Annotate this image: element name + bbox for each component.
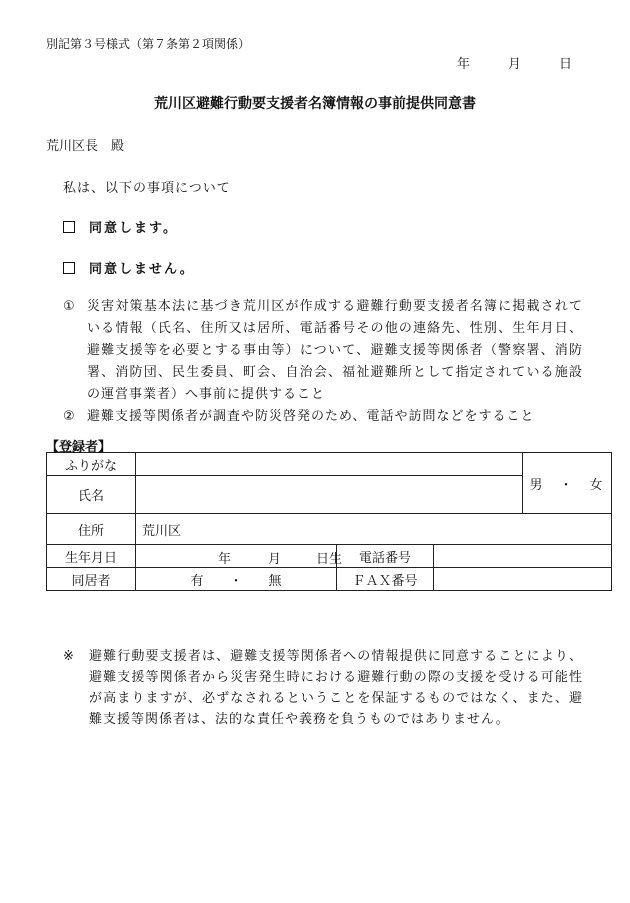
consent-items: [63, 296, 583, 428]
item-text: 避難支援等関係者が調査や防災啓発のため、電話や訪問などをすること: [87, 409, 535, 424]
date-year-label: 年: [457, 57, 471, 72]
registrant-heading: 【登録者】: [46, 440, 112, 455]
furigana-label: ふりがな: [47, 453, 136, 476]
name-field[interactable]: [136, 476, 523, 514]
recipient: 荒川区長 殿: [46, 139, 125, 154]
phone-field[interactable]: [434, 545, 612, 568]
furigana-field[interactable]: [136, 453, 523, 476]
consent-item: [63, 406, 583, 428]
consent-item: [63, 296, 583, 406]
address-prefix: 荒川区: [142, 523, 182, 539]
date-month-label: 月: [508, 57, 522, 72]
address-label: 住所: [47, 514, 136, 545]
disclaimer-note: [63, 646, 583, 730]
intro-text: 私は、以下の事項について: [63, 181, 231, 196]
birth-day-label: 日生: [316, 552, 343, 567]
birth-month-label: 月: [268, 552, 282, 567]
cohabitant-selector[interactable]: 有 ・ 無: [136, 568, 337, 591]
item-number: ②: [63, 409, 76, 424]
fax-label: ＦＡＸ番号: [337, 568, 434, 591]
form-number-label: 別記第３号様式（第７条第２項関係）: [46, 37, 251, 51]
registrant-table: [46, 452, 612, 591]
note-mark: ※: [63, 649, 75, 664]
note-text: 避難行動要支援者は、避難支援等関係者への情報提供に同意することにより、避難支援等関係者から災害発生時における避難行動の際の支援を受ける可能性が高まりますが、必ずなされるということを保証するものではなく、また、避難支援等関係者は、法的な責任や義務を負うものではありません。: [89, 649, 583, 727]
disagree-option[interactable]: [63, 258, 195, 277]
date-day-label: 日: [559, 57, 573, 72]
disagree-checkbox[interactable]: [63, 262, 75, 274]
agree-option[interactable]: [63, 217, 178, 236]
birthdate-label: 生年月日: [47, 545, 136, 568]
agree-label: 同意します。: [89, 221, 178, 236]
disagree-label: 同意しません。: [89, 262, 195, 277]
cohabitant-label: 同居者: [47, 568, 136, 591]
name-label: 氏名: [47, 476, 136, 514]
gender-selector[interactable]: 男 ・ 女: [523, 453, 612, 514]
item-number: ①: [63, 299, 76, 314]
page-title: 荒川区避難行動要支援者名簿情報の事前提供同意書: [154, 96, 476, 112]
phone-label: 電話番号: [337, 545, 434, 568]
birth-year-label: 年: [218, 552, 232, 567]
item-text: 災害対策基本法に基づき荒川区が作成する避難行動要支援者名簿に掲載されている情報（氏名、住所又は居所、電話番号その他の連絡先、性別、生年月日、避難支援等を必要とする事由等）について、避難支援等関係者（警察署、消防署、消防団、民生委員、町会、自治会、福祉避難所として指定されている施設の運営事業者）へ事前に提供すること: [87, 299, 583, 402]
birthdate-field[interactable]: [136, 545, 343, 568]
fax-field[interactable]: [434, 568, 612, 591]
agree-checkbox[interactable]: [63, 221, 75, 233]
address-field[interactable]: [136, 514, 612, 545]
